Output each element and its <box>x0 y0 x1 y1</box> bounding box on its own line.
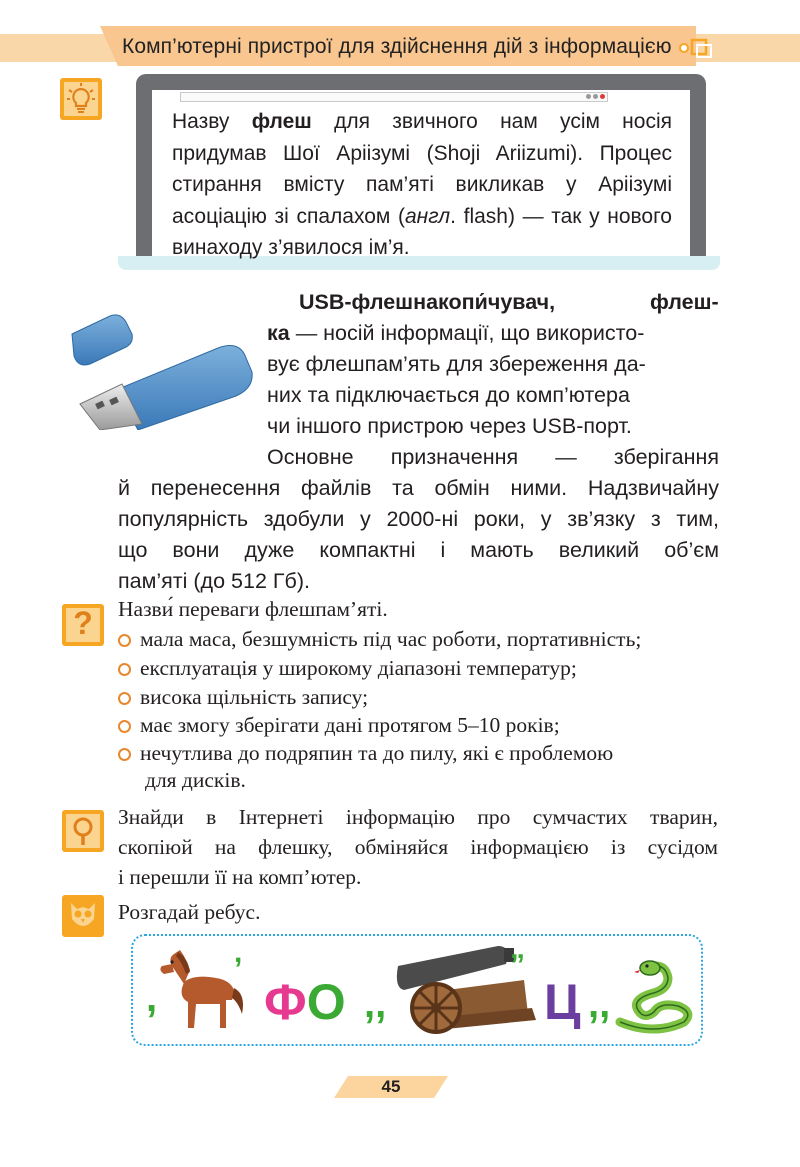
bullet-icon <box>118 748 131 761</box>
owl-icon <box>62 895 104 937</box>
browser-address-bar <box>180 92 608 102</box>
term-usb-flash: USB-флешнакопи́чувач, <box>299 290 556 314</box>
list-item: має змогу зберігати дані протягом 5–10 років; <box>118 713 560 738</box>
header-corner-icon <box>678 38 718 58</box>
list-item: висока щільність запису; <box>118 685 368 710</box>
definition-line: вує флешпам’ять для збереження да- <box>267 352 646 376</box>
question-icon: ? <box>62 604 104 646</box>
lightbulb-icon <box>60 78 102 120</box>
task-line: і перешли її на комп’ютер. <box>118 865 362 889</box>
term-flashka-1: флеш- <box>650 290 719 314</box>
magnifier-icon <box>62 810 104 852</box>
definition-line: популярність здобули у 2000-ні роки, у зв’язку з тим, <box>118 507 719 531</box>
rebus-double-comma: ,, <box>364 982 387 1026</box>
snake-icon <box>614 956 696 1036</box>
rebus-double-comma: ,, <box>588 982 611 1026</box>
rebus-quotes: „ <box>510 932 525 965</box>
definition-line: пам’яті (до 512 Гб). <box>118 569 310 593</box>
rebus-letters-fo: ФО <box>264 974 346 1030</box>
rebus-comma: , <box>146 976 158 1020</box>
rebus-apostrophe: , <box>234 936 243 969</box>
rebus-title: Розгадай ребус. <box>118 900 261 924</box>
bullet-icon <box>118 692 131 705</box>
definition-line: чи іншого пристрою через USB-порт. <box>267 414 632 438</box>
list-item: нечутлива до подряпин та до пилу, які є проблемою <box>118 741 613 766</box>
list-item-continuation: для дисків. <box>145 768 246 792</box>
browser-dot <box>593 94 598 99</box>
question-title: Назви́ переваги флешпам’яті. <box>118 597 388 621</box>
browser-dot <box>586 94 591 99</box>
task-line: Знайди в Інтернеті інформацію про сумчастих тварин, <box>118 805 718 829</box>
definition-line: них та підключається до комп’ютера <box>267 383 630 407</box>
list-item: експлуатація у широкому діапазоні температур; <box>118 656 577 681</box>
bullet-icon <box>118 634 131 647</box>
term-flashka-2: ка <box>267 321 290 345</box>
info-text: Назву флеш для звичного нам усім носія придумав Шої Аріізумі (Shoji Ariizumi). Процес стирання вмісту пам’яті викликав у Аріізумі асоціацію зі спалахом (англ. flash) — так у нового винаходу з’явилося ім’я. <box>172 110 672 259</box>
bullet-icon <box>118 663 131 676</box>
header-title: Комп’ютерні пристрої для здійснення дій з інформацією <box>122 35 672 58</box>
task-line: скопіюй на флешку, обміняйся інформацією із сусідом <box>118 835 718 859</box>
list-item: мала маса, безшумність під час роботи, портативність; <box>118 627 641 652</box>
page-number: 45 <box>381 1077 401 1096</box>
definition-line: й перенесення файлів та обмін ними. Надзвичайну <box>118 476 719 500</box>
definition-line: Основне призначення — зберігання <box>267 445 719 469</box>
bullet-icon <box>118 720 131 733</box>
page-header <box>0 26 800 68</box>
rebus-letter-ts: Ц <box>544 974 581 1030</box>
usb-flash-drive-icon <box>68 312 254 430</box>
definition-line: що вони дуже компактні і мають великий об’єм <box>118 538 719 562</box>
browser-dot <box>600 94 605 99</box>
